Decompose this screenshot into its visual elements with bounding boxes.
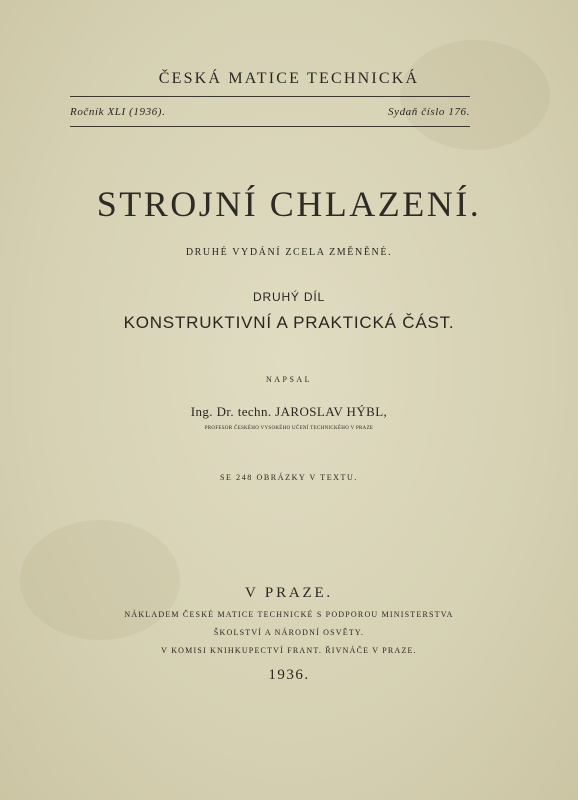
book-title: STROJNÍ CHLAZENÍ. [96,184,482,224]
volume-year: Ročník XLI (1936). [70,106,166,118]
part-title: KONSTRUKTIVNÍ A PRAKTICKÁ ČÁST. [123,313,455,332]
imprint-city: V PRAZE. [245,585,333,601]
part-number: DRUHÝ DÍL [253,290,325,304]
header-rule-top [70,96,470,97]
author-prefix: NAPSAL [265,375,313,384]
author-name: Ing. Dr. techn. JAROSLAV HÝBL, [190,404,388,419]
paper-stain [20,520,180,640]
publication-year: 1936. [268,667,310,683]
figures-note: SE 248 OBRÁZKY V TEXTU. [219,473,359,482]
imprint-line: ŠKOLSTVÍ A NÁRODNÍ OSVĚTY. [213,628,365,637]
edition-note: DRUHÉ VYDÁNÍ ZCELA ZMĚNĚNÉ. [185,247,393,258]
imprint-line: NÁKLADEM ČESKÉ MATICE TECHNICKÉ S PODPOROU MINISTERSTVA [124,610,454,619]
author-title: PROFESOR ČESKÉHO VYSOKÉHO UČENÍ TECHNICKÉHO V PRAZE [204,426,374,431]
publisher-name: ČESKÁ MATICE TECHNICKÁ [158,70,420,87]
volume-number: Sydaň číslo 176. [387,106,470,118]
imprint-line: V KOMISI KNIHKUPECTVÍ FRANT. ŘIVNÁČE V PRAZE. [161,646,417,655]
header-rule-bottom [70,126,470,127]
paper-stain [400,40,550,150]
